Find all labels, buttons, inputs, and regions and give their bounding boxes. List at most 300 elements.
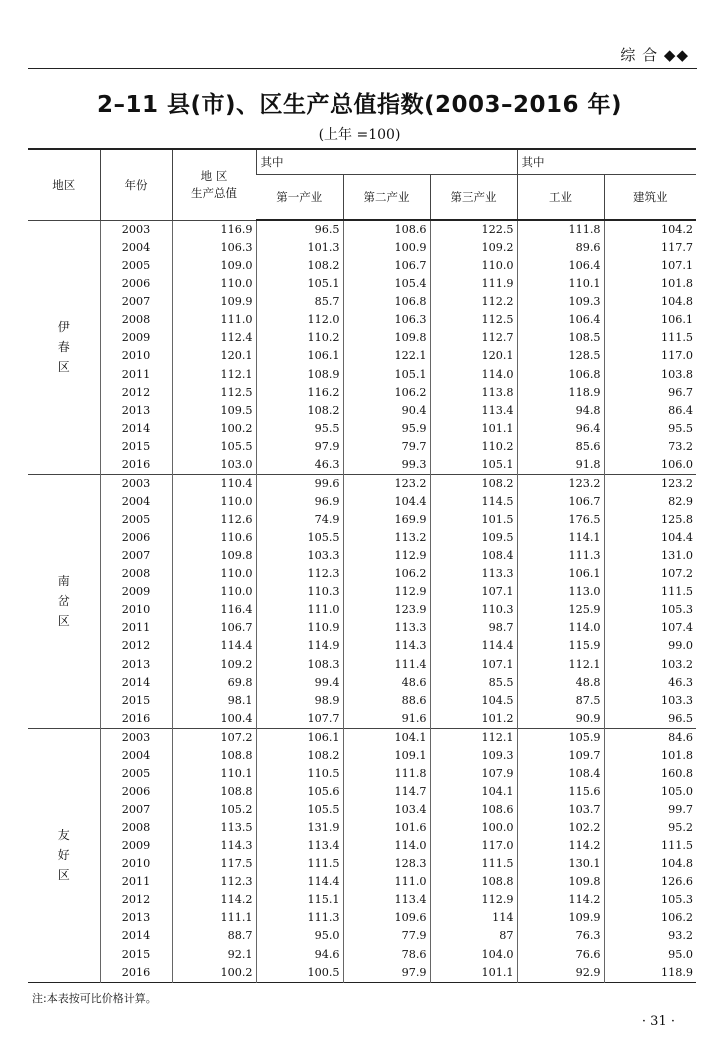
year-cell: 2015 — [100, 438, 172, 456]
value-cell: 109.8 — [517, 873, 604, 891]
value-cell: 113.5 — [172, 819, 256, 837]
table-row — [28, 692, 696, 710]
value-cell: 114.2 — [517, 837, 604, 855]
value-cell: 122.5 — [430, 220, 517, 239]
value-cell: 114.0 — [343, 837, 430, 855]
value-cell: 96.5 — [256, 220, 343, 239]
value-cell: 104.4 — [604, 529, 696, 547]
value-cell: 99.6 — [256, 474, 343, 493]
table-row — [28, 601, 696, 619]
value-cell: 99.7 — [604, 801, 696, 819]
value-cell: 99.4 — [256, 674, 343, 692]
table-row — [28, 783, 696, 801]
table-row — [28, 329, 696, 347]
value-cell: 113.8 — [430, 384, 517, 402]
year-cell: 2009 — [100, 329, 172, 347]
value-cell: 114.3 — [343, 637, 430, 655]
year-cell: 2014 — [100, 674, 172, 692]
value-cell: 100.5 — [256, 964, 343, 983]
value-cell: 100.9 — [343, 239, 430, 257]
value-cell: 87.5 — [517, 692, 604, 710]
value-cell: 112.3 — [172, 873, 256, 891]
value-cell: 103.2 — [604, 656, 696, 674]
table-row — [28, 619, 696, 637]
year-cell: 2006 — [100, 529, 172, 547]
col-tertiary: 第三产业 — [430, 175, 517, 221]
value-cell: 115.9 — [517, 637, 604, 655]
value-cell: 109.5 — [430, 529, 517, 547]
value-cell: 111.8 — [343, 765, 430, 783]
value-cell: 131.9 — [256, 819, 343, 837]
year-cell: 2016 — [100, 710, 172, 729]
value-cell: 113.2 — [343, 529, 430, 547]
table-row — [28, 493, 696, 511]
value-cell: 90.9 — [517, 710, 604, 729]
year-cell: 2003 — [100, 728, 172, 747]
region-label: 南 岔 区 — [28, 474, 100, 728]
value-cell: 114.0 — [517, 619, 604, 637]
year-cell: 2010 — [100, 347, 172, 365]
value-cell: 111.9 — [430, 275, 517, 293]
table-row — [28, 656, 696, 674]
value-cell: 114.9 — [256, 637, 343, 655]
value-cell: 88.6 — [343, 692, 430, 710]
value-cell: 113.4 — [343, 891, 430, 909]
page-title: 2–11 县(市)、区生产总值指数(2003–2016 年) — [96, 92, 623, 118]
value-cell: 107.1 — [604, 257, 696, 275]
value-cell: 112.6 — [172, 511, 256, 529]
value-cell: 106.4 — [517, 257, 604, 275]
value-cell: 108.5 — [517, 329, 604, 347]
value-cell: 109.5 — [172, 402, 256, 420]
table-row — [28, 420, 696, 438]
table-row — [28, 728, 696, 747]
value-cell: 110.0 — [172, 583, 256, 601]
value-cell: 104.8 — [604, 293, 696, 311]
value-cell: 123.2 — [343, 474, 430, 493]
value-cell: 103.3 — [256, 547, 343, 565]
table-row — [28, 293, 696, 311]
value-cell: 104.4 — [343, 493, 430, 511]
col-construction: 建筑业 — [604, 175, 696, 221]
value-cell: 102.2 — [517, 819, 604, 837]
value-cell: 88.7 — [172, 927, 256, 945]
value-cell: 98.9 — [256, 692, 343, 710]
value-cell: 110.6 — [172, 529, 256, 547]
value-cell: 98.1 — [172, 692, 256, 710]
value-cell: 112.1 — [517, 656, 604, 674]
col-group-sectors: 其中 — [256, 149, 517, 175]
year-cell: 2011 — [100, 873, 172, 891]
value-cell: 91.8 — [517, 456, 604, 475]
value-cell: 103.8 — [604, 366, 696, 384]
value-cell: 112.3 — [256, 565, 343, 583]
table-row — [28, 438, 696, 456]
year-cell: 2013 — [100, 402, 172, 420]
value-cell: 105.5 — [172, 438, 256, 456]
value-cell: 85.5 — [430, 674, 517, 692]
value-cell: 114.2 — [517, 891, 604, 909]
value-cell: 101.1 — [430, 420, 517, 438]
value-cell: 87 — [430, 927, 517, 945]
value-cell: 106.3 — [172, 239, 256, 257]
value-cell: 93.2 — [604, 927, 696, 945]
value-cell: 106.3 — [343, 311, 430, 329]
table-row — [28, 891, 696, 909]
value-cell: 114.4 — [430, 637, 517, 655]
value-cell: 108.2 — [256, 747, 343, 765]
value-cell: 123.9 — [343, 601, 430, 619]
value-cell: 116.9 — [172, 220, 256, 239]
year-cell: 2012 — [100, 384, 172, 402]
value-cell: 114.7 — [343, 783, 430, 801]
value-cell: 118.9 — [604, 964, 696, 983]
value-cell: 117.5 — [172, 855, 256, 873]
value-cell: 128.3 — [343, 855, 430, 873]
value-cell: 108.6 — [343, 220, 430, 239]
value-cell: 95.9 — [343, 420, 430, 438]
value-cell: 95.0 — [256, 927, 343, 945]
value-cell: 108.2 — [256, 257, 343, 275]
value-cell: 169.9 — [343, 511, 430, 529]
year-cell: 2003 — [100, 474, 172, 493]
value-cell: 99.3 — [343, 456, 430, 475]
value-cell: 95.5 — [604, 420, 696, 438]
year-cell: 2004 — [100, 747, 172, 765]
table-row — [28, 547, 696, 565]
value-cell: 112.5 — [172, 384, 256, 402]
value-cell: 104.0 — [430, 946, 517, 964]
value-cell: 113.4 — [430, 402, 517, 420]
value-cell: 106.1 — [604, 311, 696, 329]
value-cell: 106.0 — [604, 456, 696, 475]
year-cell: 2008 — [100, 565, 172, 583]
value-cell: 113.3 — [343, 619, 430, 637]
value-cell: 111.8 — [517, 220, 604, 239]
value-cell: 105.3 — [604, 891, 696, 909]
value-cell: 128.5 — [517, 347, 604, 365]
value-cell: 105.1 — [256, 275, 343, 293]
value-cell: 85.7 — [256, 293, 343, 311]
table-row — [28, 366, 696, 384]
col-primary: 第一产业 — [256, 175, 343, 221]
table-row — [28, 529, 696, 547]
value-cell: 95.5 — [256, 420, 343, 438]
year-cell: 2008 — [100, 819, 172, 837]
value-cell: 120.1 — [430, 347, 517, 365]
value-cell: 106.7 — [172, 619, 256, 637]
year-cell: 2008 — [100, 311, 172, 329]
year-cell: 2005 — [100, 765, 172, 783]
value-cell: 92.1 — [172, 946, 256, 964]
value-cell: 109.8 — [172, 547, 256, 565]
value-cell: 108.2 — [256, 402, 343, 420]
value-cell: 114.4 — [256, 873, 343, 891]
value-cell: 115.1 — [256, 891, 343, 909]
value-cell: 112.5 — [430, 311, 517, 329]
value-cell: 107.4 — [604, 619, 696, 637]
value-cell: 96.7 — [604, 384, 696, 402]
value-cell: 107.7 — [256, 710, 343, 729]
value-cell: 107.2 — [604, 565, 696, 583]
value-cell: 110.5 — [256, 765, 343, 783]
value-cell: 106.7 — [343, 257, 430, 275]
value-cell: 101.1 — [430, 964, 517, 983]
value-cell: 106.2 — [343, 384, 430, 402]
value-cell: 108.4 — [517, 765, 604, 783]
value-cell: 103.0 — [172, 456, 256, 475]
unit-note: (上年 =100) — [318, 127, 401, 143]
value-cell: 109.1 — [343, 747, 430, 765]
value-cell: 131.0 — [604, 547, 696, 565]
value-cell: 106.4 — [517, 311, 604, 329]
value-cell: 106.2 — [343, 565, 430, 583]
year-cell: 2007 — [100, 547, 172, 565]
value-cell: 105.1 — [343, 366, 430, 384]
value-cell: 105.6 — [256, 783, 343, 801]
value-cell: 106.1 — [517, 565, 604, 583]
value-cell: 97.9 — [256, 438, 343, 456]
value-cell: 112.0 — [256, 311, 343, 329]
table-row — [28, 873, 696, 891]
value-cell: 123.2 — [604, 474, 696, 493]
col-industry: 工业 — [517, 175, 604, 221]
value-cell: 107.1 — [430, 656, 517, 674]
year-cell: 2005 — [100, 511, 172, 529]
value-cell: 106.8 — [517, 366, 604, 384]
value-cell: 73.2 — [604, 438, 696, 456]
value-cell: 114.0 — [430, 366, 517, 384]
value-cell: 110.0 — [430, 257, 517, 275]
col-gdp: 地 区 生产总值 — [172, 149, 256, 220]
value-cell: 112.1 — [430, 728, 517, 747]
value-cell: 106.2 — [604, 909, 696, 927]
value-cell: 100.2 — [172, 420, 256, 438]
year-cell: 2005 — [100, 257, 172, 275]
value-cell: 109.8 — [343, 329, 430, 347]
value-cell: 106.1 — [256, 728, 343, 747]
value-cell: 114.3 — [172, 837, 256, 855]
value-cell: 108.4 — [430, 547, 517, 565]
value-cell: 105.9 — [517, 728, 604, 747]
value-cell: 112.9 — [430, 891, 517, 909]
value-cell: 46.3 — [256, 456, 343, 475]
year-cell: 2010 — [100, 855, 172, 873]
table-row — [28, 747, 696, 765]
value-cell: 100.4 — [172, 710, 256, 729]
value-cell: 111.0 — [256, 601, 343, 619]
table-row — [28, 511, 696, 529]
value-cell: 111.1 — [172, 909, 256, 927]
col-year: 年份 — [100, 149, 172, 220]
value-cell: 108.8 — [172, 783, 256, 801]
value-cell: 114 — [430, 909, 517, 927]
value-cell: 109.2 — [430, 239, 517, 257]
table-row — [28, 239, 696, 257]
col-group-secondary: 其中 — [517, 149, 696, 175]
value-cell: 96.5 — [604, 710, 696, 729]
year-cell: 2013 — [100, 656, 172, 674]
value-cell: 105.5 — [256, 529, 343, 547]
value-cell: 104.5 — [430, 692, 517, 710]
value-cell: 84.6 — [604, 728, 696, 747]
value-cell: 105.3 — [604, 601, 696, 619]
value-cell: 111.0 — [172, 311, 256, 329]
value-cell: 77.9 — [343, 927, 430, 945]
table-row — [28, 565, 696, 583]
table-row — [28, 474, 696, 493]
table-row — [28, 275, 696, 293]
value-cell: 104.1 — [343, 728, 430, 747]
value-cell: 106.1 — [256, 347, 343, 365]
value-cell: 91.6 — [343, 710, 430, 729]
table-row — [28, 311, 696, 329]
value-cell: 114.4 — [172, 637, 256, 655]
value-cell: 111.5 — [604, 329, 696, 347]
region-label: 伊 春 区 — [57, 320, 70, 375]
value-cell: 108.2 — [430, 474, 517, 493]
value-cell: 48.6 — [343, 674, 430, 692]
year-cell: 2007 — [100, 801, 172, 819]
table-row — [28, 801, 696, 819]
value-cell: 117.0 — [604, 347, 696, 365]
value-cell: 126.6 — [604, 873, 696, 891]
gdp-index-table — [28, 148, 696, 983]
col-region: 地区 — [28, 149, 100, 220]
value-cell: 78.6 — [343, 946, 430, 964]
value-cell: 79.7 — [343, 438, 430, 456]
value-cell: 109.0 — [172, 257, 256, 275]
value-cell: 100.2 — [172, 964, 256, 983]
table-row — [28, 384, 696, 402]
value-cell: 113.4 — [256, 837, 343, 855]
table-row — [28, 855, 696, 873]
value-cell: 116.2 — [256, 384, 343, 402]
year-cell: 2009 — [100, 837, 172, 855]
value-cell: 105.0 — [604, 783, 696, 801]
value-cell: 107.1 — [430, 583, 517, 601]
header-rule — [28, 68, 697, 69]
value-cell: 69.8 — [172, 674, 256, 692]
value-cell: 105.5 — [256, 801, 343, 819]
value-cell: 101.5 — [430, 511, 517, 529]
value-cell: 94.6 — [256, 946, 343, 964]
value-cell: 130.1 — [517, 855, 604, 873]
value-cell: 117.7 — [604, 239, 696, 257]
value-cell: 90.4 — [343, 402, 430, 420]
year-cell: 2006 — [100, 783, 172, 801]
year-cell: 2004 — [100, 493, 172, 511]
value-cell: 125.9 — [517, 601, 604, 619]
value-cell: 103.7 — [517, 801, 604, 819]
value-cell: 114.2 — [172, 891, 256, 909]
table-row — [28, 402, 696, 420]
value-cell: 103.4 — [343, 801, 430, 819]
value-cell: 101.8 — [604, 275, 696, 293]
value-cell: 95.0 — [604, 946, 696, 964]
table-row — [28, 674, 696, 692]
value-cell: 110.4 — [172, 474, 256, 493]
value-cell: 111.5 — [430, 855, 517, 873]
value-cell: 120.1 — [172, 347, 256, 365]
value-cell: 112.1 — [172, 366, 256, 384]
year-cell: 2003 — [100, 220, 172, 239]
value-cell: 111.5 — [256, 855, 343, 873]
table-row — [28, 765, 696, 783]
value-cell: 101.3 — [256, 239, 343, 257]
value-cell: 95.2 — [604, 819, 696, 837]
year-cell: 2012 — [100, 637, 172, 655]
value-cell: 123.2 — [517, 474, 604, 493]
value-cell: 99.0 — [604, 637, 696, 655]
value-cell: 110.1 — [172, 765, 256, 783]
value-cell: 97.9 — [343, 964, 430, 983]
year-cell: 2015 — [100, 692, 172, 710]
value-cell: 113.0 — [517, 583, 604, 601]
value-cell: 111.5 — [604, 583, 696, 601]
value-cell: 85.6 — [517, 438, 604, 456]
value-cell: 46.3 — [604, 674, 696, 692]
value-cell: 125.8 — [604, 511, 696, 529]
value-cell: 111.3 — [517, 547, 604, 565]
value-cell: 74.9 — [256, 511, 343, 529]
year-cell: 2010 — [100, 601, 172, 619]
table-row — [28, 946, 696, 964]
value-cell: 111.4 — [343, 656, 430, 674]
table-row — [28, 819, 696, 837]
value-cell: 115.6 — [517, 783, 604, 801]
value-cell: 110.0 — [172, 275, 256, 293]
year-cell: 2007 — [100, 293, 172, 311]
col-secondary: 第二产业 — [343, 175, 430, 221]
value-cell: 105.1 — [430, 456, 517, 475]
value-cell: 103.3 — [604, 692, 696, 710]
value-cell: 110.2 — [256, 329, 343, 347]
year-cell: 2011 — [100, 366, 172, 384]
value-cell: 48.8 — [517, 674, 604, 692]
value-cell: 109.3 — [430, 747, 517, 765]
value-cell: 110.0 — [172, 493, 256, 511]
value-cell: 112.7 — [430, 329, 517, 347]
value-cell: 89.6 — [517, 239, 604, 257]
value-cell: 94.8 — [517, 402, 604, 420]
year-cell: 2014 — [100, 927, 172, 945]
year-cell: 2015 — [100, 946, 172, 964]
value-cell: 110.2 — [430, 438, 517, 456]
value-cell: 108.8 — [172, 747, 256, 765]
value-cell: 108.3 — [256, 656, 343, 674]
year-cell: 2012 — [100, 891, 172, 909]
table-row — [28, 583, 696, 601]
table-row — [28, 710, 696, 729]
value-cell: 114.5 — [430, 493, 517, 511]
value-cell: 112.9 — [343, 547, 430, 565]
table-row — [28, 347, 696, 365]
year-cell: 2011 — [100, 619, 172, 637]
value-cell: 105.4 — [343, 275, 430, 293]
value-cell: 111.0 — [343, 873, 430, 891]
value-cell: 92.9 — [517, 964, 604, 983]
table-row — [28, 909, 696, 927]
table-row — [28, 257, 696, 275]
value-cell: 105.2 — [172, 801, 256, 819]
value-cell: 176.5 — [517, 511, 604, 529]
value-cell: 101.2 — [430, 710, 517, 729]
value-cell: 76.6 — [517, 946, 604, 964]
value-cell: 76.3 — [517, 927, 604, 945]
value-cell: 106.7 — [517, 493, 604, 511]
value-cell: 112.9 — [343, 583, 430, 601]
